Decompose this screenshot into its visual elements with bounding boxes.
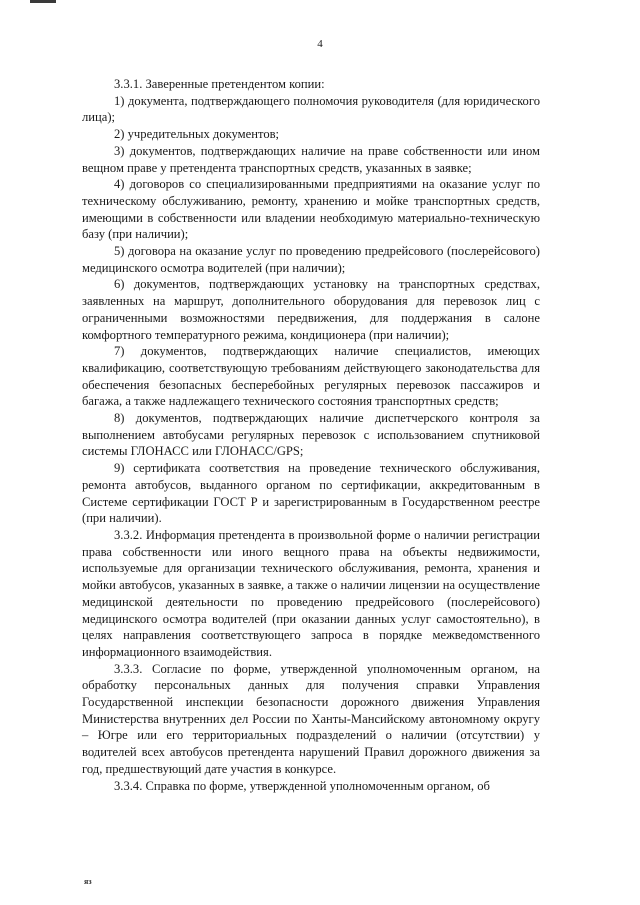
list-item-7: 7) документов, подтверждающих наличие специалистов, имеющих квалификацию, соответствующую требованиям действующего законодательства для обеспечения безопасных бесперебойных регулярных перевозок пассажиров и багажа, а также надлежащего технического состояния транспортных средств; (82, 344, 540, 409)
list-item-5: 5) договора на оказание услуг по проведению предрейсового (послерейсового) медицинского осмотра водителей (при наличии); (82, 244, 540, 275)
document-body (82, 76, 540, 794)
list-item-2: 2) учредительных документов; (114, 127, 280, 142)
paragraph-3-3-1: 3.3.1. Заверенные претендентом копии: (114, 77, 325, 91)
list-item-9: 9) сертификата соответствия на проведение технического обслуживания, ремонта автобусов, выданного органом по сертификации, аккредитованным в Системе сертификации ГОСТ Р и зарегистрированным в Государственном реестре (при наличии). (82, 461, 540, 526)
list-item-6: 6) документов, подтверждающих установку на транспортных средствах, заявленных на маршрут, дополнительного оборудования для перевозок лиц с ограниченными возможностями передвижения, для поддержания в салоне комфортного температурного режима, кондиционера (при наличии); (82, 277, 540, 342)
paragraph-3-3-2: 3.3.2. Информация претендента в произвольной форме о наличии регистрации права собственности или иного вещного права на объекты недвижимости, используемые для организации технического обслуживания, ремонта, хранения и мойки автобусов, указанных в заявке, а также о наличии лицензии на осуществление медицинской деятельности по проведению предрейсового (послерейсового) медицинского осмотра водителей (при оказании данных услуг самостоятельно), в целях направления соответствующего запроса в порядке межведомственного информационного взаимодействия. (82, 527, 540, 659)
paragraph-3-3-3: 3.3.3. Согласие по форме, утвержденной уполномоченным органом, на обработку персональных данных для получения справки Управления Государственной инспекции безопасности дорожного движения Управления Министерства внутренних дел России по Ханты-Мансийскому автономному округу – Югре или его территориальных подразделений о наличии (отсутствии) у водителей всех автобусов претендента нарушений Правил дорожного движения за год, предшествующий дате участия в конкурсе. (82, 661, 540, 776)
list-item-1: 1) документа, подтверждающего полномочия руководителя (для юридического лица); (82, 93, 540, 125)
list-item-8: 8) документов, подтверждающих наличие диспетчерского контроля за выполнением автобусами регулярных перевозок с использованием спутниковой системы ГЛОНАСС или ГЛОНАСС/GPS; (82, 411, 540, 459)
footer-mark: яз (84, 877, 92, 886)
paragraph-3-3-4: 3.3.4. Справка по форме, утвержденной уполномоченным органом, об (114, 778, 490, 793)
page-number: 4 (317, 38, 323, 50)
list-item-4: 4) договоров со специализированными предприятиями на оказание услуг по техническому обслуживанию, ремонту, хранению и мойке транспортных средств, имеющими в собственности или владении необходимую материально-техническую базу (при наличии); (82, 177, 540, 242)
list-item-3: 3) документов, подтверждающих наличие на праве собственности или ином вещном праве у претендента транспортных средств, указанных в заявке; (82, 143, 540, 175)
scan-corner-mark (30, 0, 56, 3)
